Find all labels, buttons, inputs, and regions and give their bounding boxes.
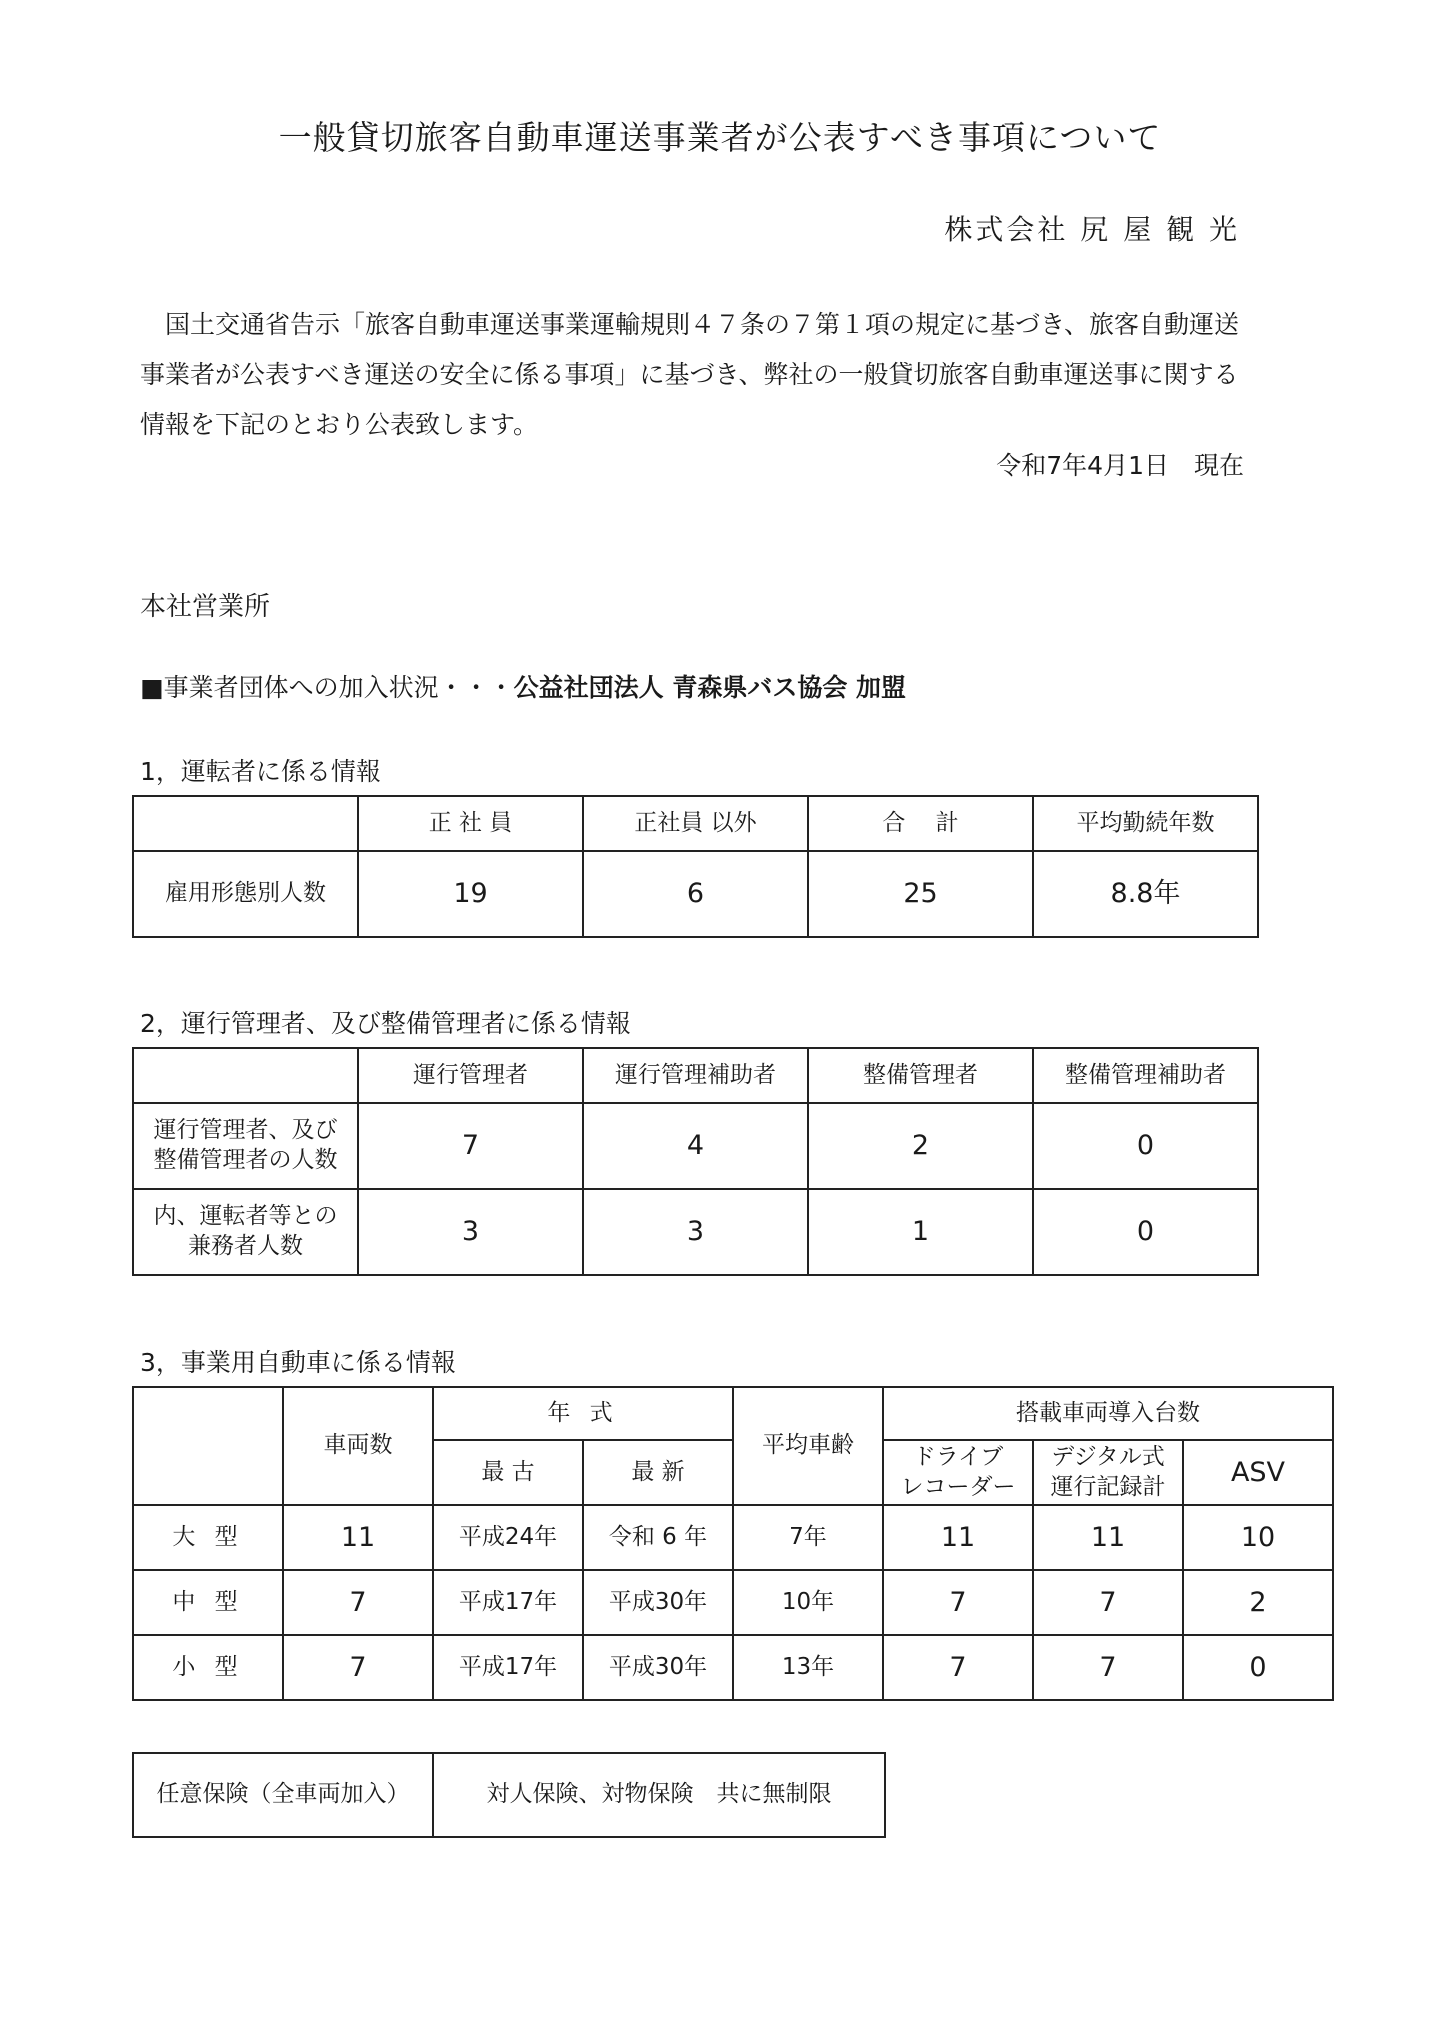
membership-prefix: ■事業者団体への加入状況・・・ [140, 673, 514, 702]
table-cell: 0 [1183, 1635, 1333, 1700]
section2-heading: 2，運行管理者、及び整備管理者に係る情報 [140, 1009, 631, 1038]
table-header-cell: 年 式 [433, 1387, 733, 1440]
row-label: 小 型 [133, 1635, 283, 1700]
table-cell: 4 [583, 1103, 808, 1189]
table-header-cell: 平均勤続年数 [1033, 796, 1258, 851]
insurance-value: 対人保険、対物保険 共に無制限 [433, 1753, 885, 1837]
table-cell: 3 [358, 1189, 583, 1275]
table-cell: 19 [358, 851, 583, 937]
table-cell: 3 [583, 1189, 808, 1275]
intro-text: 国土交通省告示「旅客自動車運送事業運輸規則４７条の７第１項の規定に基づき、旅客自動運送事業者が公表すべき運送の安全に係る事項」に基づき、弊社の一般貸切旅客自動車運送事に関する情報を下記のとおり公表致します。 [140, 310, 1240, 439]
table-cell: 11 [1033, 1505, 1183, 1570]
table-header-cell: 搭載車両導入台数 [883, 1387, 1333, 1440]
table-cell: 令和 6 年 [583, 1505, 733, 1570]
table-header-cell: 運行管理者 [358, 1048, 583, 1103]
header-line: デジタル式 [1051, 1443, 1165, 1470]
membership-value: 公益社団法人 青森県バス協会 加盟 [513, 673, 907, 702]
table-row [133, 1505, 1333, 1570]
table-cell: 13年 [733, 1635, 883, 1700]
table-header-cell: 正社員 以外 [583, 796, 808, 851]
table-cell: 7 [883, 1570, 1033, 1635]
table-cell: 平成30年 [583, 1570, 733, 1635]
membership-status [140, 668, 906, 704]
section1-heading: 1，運転者に係る情報 [140, 757, 381, 786]
table-cell: 2 [808, 1103, 1033, 1189]
table-cell: 25 [808, 851, 1033, 937]
table-header-cell [133, 796, 358, 851]
table-row [133, 1103, 1258, 1189]
table-row [133, 1570, 1333, 1635]
table-cell: 7 [283, 1570, 433, 1635]
row-label: 雇用形態別人数 [133, 851, 358, 937]
table-row [133, 1753, 885, 1837]
table-row [133, 1189, 1258, 1275]
table-header-cell: 正 社 員 [358, 796, 583, 851]
table-cell: 0 [1033, 1189, 1258, 1275]
table-cell: 6 [583, 851, 808, 937]
manager-info-table [132, 1047, 1259, 1276]
table-row [133, 851, 1258, 937]
insurance-table [132, 1752, 886, 1838]
table-cell: 平成17年 [433, 1635, 583, 1700]
vehicle-info-table [132, 1386, 1334, 1701]
row-label: 中 型 [133, 1570, 283, 1635]
header-line: 運行記録計 [1050, 1473, 1166, 1500]
table-cell: 7 [283, 1635, 433, 1700]
table-cell: 10年 [733, 1570, 883, 1635]
table-cell: 平成30年 [583, 1635, 733, 1700]
table-cell: 0 [1033, 1103, 1258, 1189]
driver-info-table [132, 795, 1259, 938]
office-name: 本社営業所 [140, 592, 271, 622]
table-cell: 平成17年 [433, 1570, 583, 1635]
row-label [133, 1103, 358, 1189]
table-cell: 7 [1033, 1570, 1183, 1635]
table-cell: 7年 [733, 1505, 883, 1570]
table-header-cell: 運行管理補助者 [583, 1048, 808, 1103]
table-cell: 10 [1183, 1505, 1333, 1570]
as-of-date: 令和7年4月1日 現在 [996, 451, 1244, 480]
insurance-label: 任意保険（全車両加入） [133, 1753, 433, 1837]
row-label-line: 兼務者人数 [188, 1233, 303, 1259]
page-title: 一般貸切旅客自動車運送事業者が公表すべき事項について [278, 118, 1162, 157]
table-header-row [133, 1048, 1258, 1103]
table-cell: 平成24年 [433, 1505, 583, 1570]
table-header-cell [883, 1440, 1033, 1505]
row-label: 大 型 [133, 1505, 283, 1570]
table-cell: 7 [883, 1635, 1033, 1700]
header-line: ドライブ [912, 1443, 1004, 1470]
table-header-cell: 整備管理者 [808, 1048, 1033, 1103]
table-cell: 11 [283, 1505, 433, 1570]
table-header-cell: ASV [1183, 1440, 1333, 1505]
row-label-line: 整備管理者の人数 [153, 1147, 338, 1173]
header-line: レコーダー [900, 1473, 1016, 1500]
table-header-cell: 最 古 [433, 1440, 583, 1505]
table-header-row [133, 1387, 1333, 1440]
table-header-cell [133, 1387, 283, 1505]
row-label-line: 運行管理者、及び [153, 1117, 338, 1144]
company-name: 株式会社 尻 屋 観 光 [944, 213, 1240, 246]
table-header-cell: 最 新 [583, 1440, 733, 1505]
table-header-cell: 平均車齢 [733, 1387, 883, 1505]
intro-paragraph [140, 300, 1255, 450]
table-cell: 8.8年 [1033, 851, 1258, 937]
table-cell: 11 [883, 1505, 1033, 1570]
table-row [133, 1635, 1333, 1700]
table-cell: 2 [1183, 1570, 1333, 1635]
table-header-cell: 車両数 [283, 1387, 433, 1505]
section3-heading: 3，事業用自動車に係る情報 [140, 1348, 456, 1377]
row-label [133, 1189, 358, 1275]
table-header-cell: 合 計 [808, 796, 1033, 851]
table-cell: 7 [358, 1103, 583, 1189]
table-header-cell [1033, 1440, 1183, 1505]
row-label-line: 内、運転者等との [153, 1203, 338, 1230]
table-header-row [133, 796, 1258, 851]
table-header-cell [133, 1048, 358, 1103]
table-cell: 7 [1033, 1635, 1183, 1700]
table-cell: 1 [808, 1189, 1033, 1275]
table-header-cell: 整備管理補助者 [1033, 1048, 1258, 1103]
